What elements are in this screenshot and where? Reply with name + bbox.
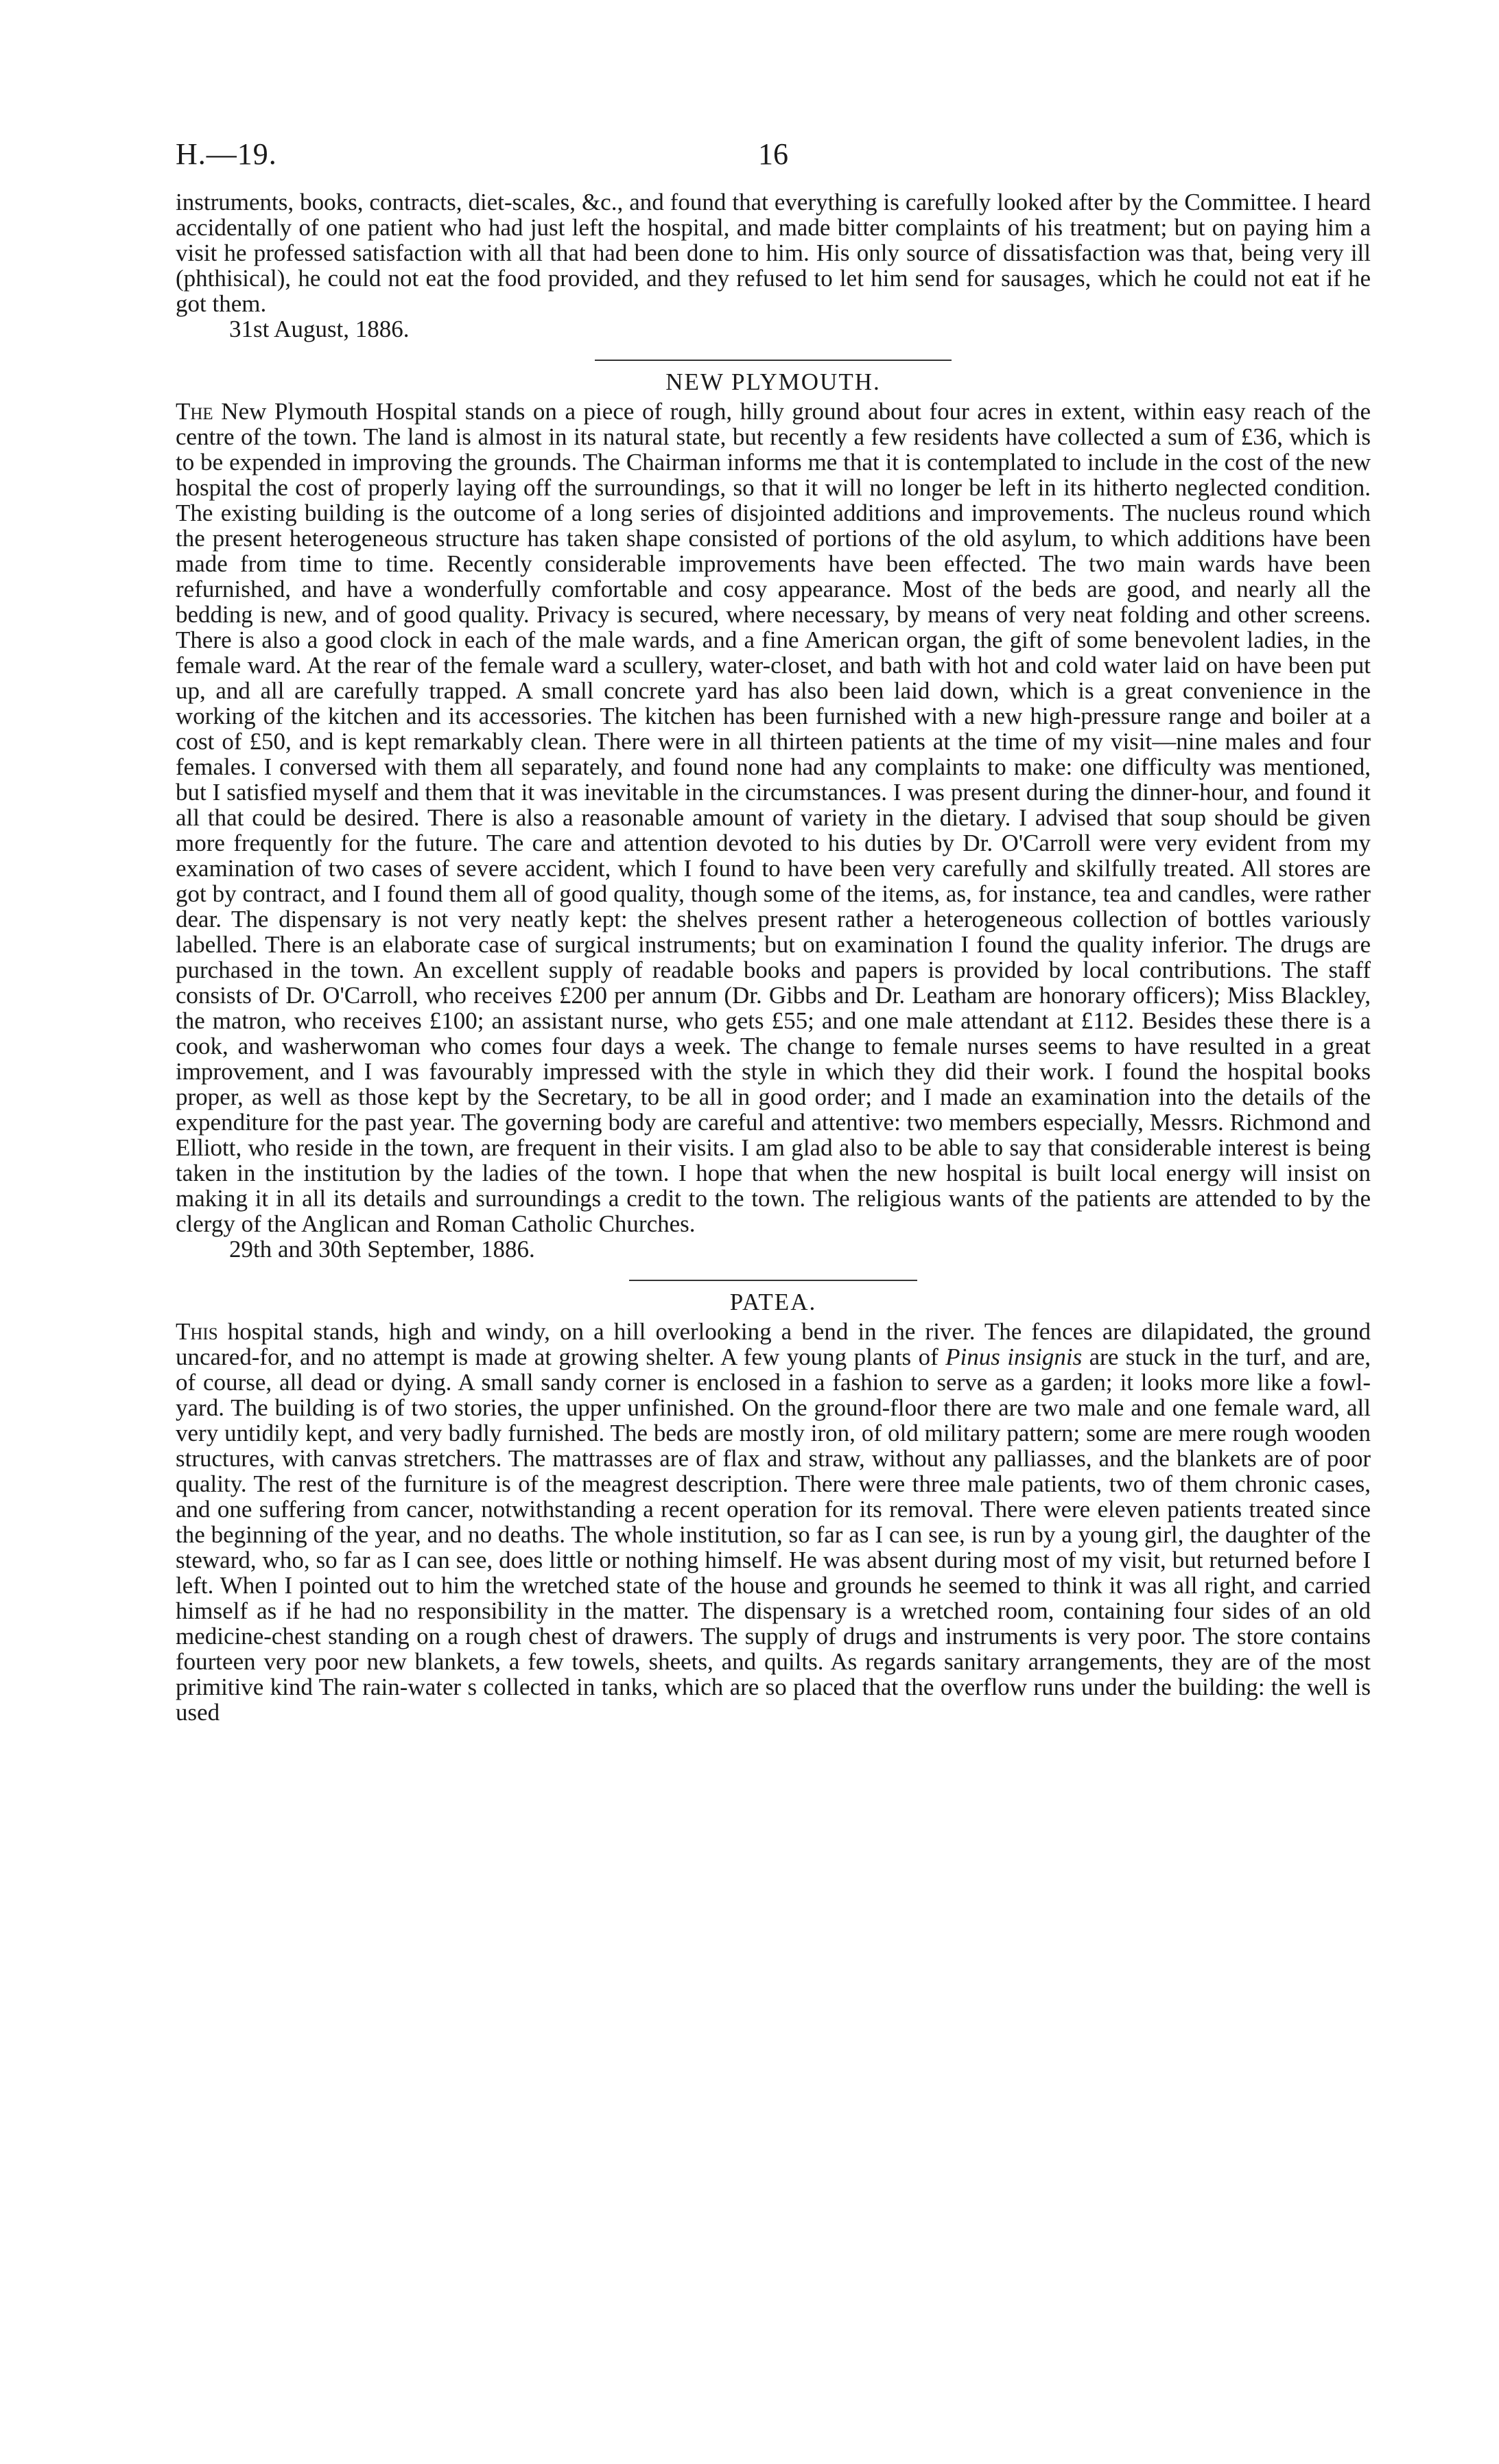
continued-paragraph: instruments, books, contracts, diet-scales, &c., and found that everything is carefully looked after by the Committee. I heard accidentally of one patient who had just left the hospital, and made bitter complaints of his treatment; but on paying him a visit he professed satisfaction with all that had been done to him. His only source of dissatisfaction was that, being very ill (phthisical), he could not eat the food provided, and they refused to let him send for sausages, which he could not eat if he got them. (176, 189, 1371, 317)
section-title-patea: PATEA. (729, 1289, 817, 1315)
section-divider (595, 360, 952, 361)
running-header (176, 137, 1371, 185)
species-name: Pinus insignis (945, 1344, 1083, 1370)
document-reference: H.—19. (176, 137, 277, 171)
lead-word: This (176, 1318, 218, 1345)
document-page (176, 137, 1371, 1725)
report-date: 31st August, 1886. (229, 316, 410, 342)
new-plymouth-paragraph (176, 399, 1371, 1236)
lead-word: The (176, 398, 213, 425)
paragraph-body: hospital stands, high and windy, on a hill overlooking a bend in the river. The fences are dilapidated, the ground uncared-for, and no attempt is made at growing shelter. A few young plants of (176, 1318, 1371, 1370)
section-title-new-plymouth: NEW PLYMOUTH. (665, 368, 881, 395)
paragraph-body: New Plymouth Hospital stands on a piece of rough, hilly ground about four acres in extent, within easy reach of the centre of the town. The land is almost in its natural state, but recently a few residents have collected a sum of £36, which is to be expended in improving the grounds. The Chairman informs me that it is contemplated to include in the cost of the new hospital the cost of properly laying off the surroundings, so that it will no longer be left in its hitherto neglected condition. The existing building is the outcome of a long series of disjointed additions and improvements. The nucleus round which the present heterogeneous structure has taken shape consisted of portions of the old asylum, to which additions have been made from time to time. Recently considerable improvements have been effected. The two main wards have been refurnished, and have a wonderfully comfortable and cosy appearance. Most of the beds are good, and nearly all the bedding is new, and of good quality. Privacy is secured, where necessary, by means of very neat folding and other screens. There is also a good clock in each of the male wards, and a fine American organ, the gift of some benevolent ladies, in the female ward. At the rear of the female ward a scullery, water-closet, and bath with hot and cold water laid on have been put up, and all are carefully trapped. A small concrete yard has also been laid down, which is a great convenience in the working of the kitchen and its accessories. The kitchen has been furnished with a new high-pressure range and boiler at a cost of £50, and is kept remarkably clean. There were in all thirteen patients at the time of my visit—nine males and four females. I conversed with them all separately, and found none had any complaints to make: one difficulty was mentioned, but I satisfied myself and them that it was inevitable in the circumstances. I was present during the dinner-hour, and found it all that could be desired. There is also a reasonable amount of variety in the dietary. I advised that soup should be given more frequently for the future. The care and attention devoted to his duties by Dr. O'Carroll were very evident from my examination of two cases of severe accident, which I found to have been very carefully and skilfully treated. All stores are got by contract, and I found them all of good quality, though some of the items, as, for instance, tea and candles, were rather dear. The dispensary is not very neatly kept: the shelves present rather a heterogeneous collection of bottles variously labelled. There is an elaborate case of surgical instruments; but on examination I found the quality inferior. The drugs are purchased in the town. An excellent supply of readable books and papers is provided by local contributions. The staff consists of Dr. O'Carroll, who receives £200 per annum (Dr. Gibbs and Dr. Leatham are honorary officers); Miss Blackley, the matron, who receives £100; an assistant nurse, who gets £55; and one male attendant at £112. Besides these there is a cook, and washerwoman who comes four days a week. The change to female nurses seems to have resulted in a great improvement, and I was favourably impressed with the style in which they did their work. I found the hospital books proper, as well as those kept by the Secretary, to be all in good order; and I made an examination into the details of the expenditure for the past year. The governing body are careful and attentive: two members especially, Messrs. Richmond and Elliott, who reside in the town, are frequent in their visits. I am glad also to be able to say that considerable interest is being taken in the institution by the ladies of the town. I hope that when the new hospital is built local energy will insist on making it in all its details and surroundings a credit to the town. The religious wants of the patients are attended to by the clergy of the Anglican and Roman Catholic Churches. (176, 398, 1371, 1237)
report-date: 29th and 30th September, 1886. (229, 1236, 535, 1263)
page-number: 16 (758, 137, 788, 171)
patea-paragraph (176, 1319, 1371, 1725)
paragraph-body: are stuck in the turf, and are, of course, all dead or dying. A small sandy corner is enclosed in a fashion to serve as a garden; it looks more like a fowl-yard. The building is of two stories, the upper unfinished. On the ground-floor there are two male and one female ward, all very untidily kept, and very badly furnished. The beds are mostly iron, of old military pattern; some are mere rough wooden structures, with canvas stretchers. The mattrasses are of flax and straw, without any palliasses, and the blankets are of poor quality. The rest of the furniture is of the meagrest description. There were three male patients, two of them chronic cases, and one suffering from cancer, notwithstanding a recent operation for its removal. There were eleven patients treated since the beginning of the year, and no deaths. The whole institution, so far as I can see, is run by a young girl, the daughter of the steward, who, so far as I can see, does little or nothing himself. He was absent during most of my visit, but returned before I left. When I pointed out to him the wretched state of the house and grounds he seemed to think it was all right, and carried himself as if he had no responsibility in the matter. The dispensary is a wretched room, containing four sides of an old medicine-chest standing on a rough chest of drawers. The supply of drugs and instruments is very poor. The store contains fourteen very poor new blankets, a few towels, sheets, and quilts. As regards sanitary arrangements, they are of the most primitive kind The rain-water s collected in tanks, which are so placed that the overflow runs under the building: the well is used (176, 1344, 1371, 1726)
section-divider (629, 1280, 917, 1281)
